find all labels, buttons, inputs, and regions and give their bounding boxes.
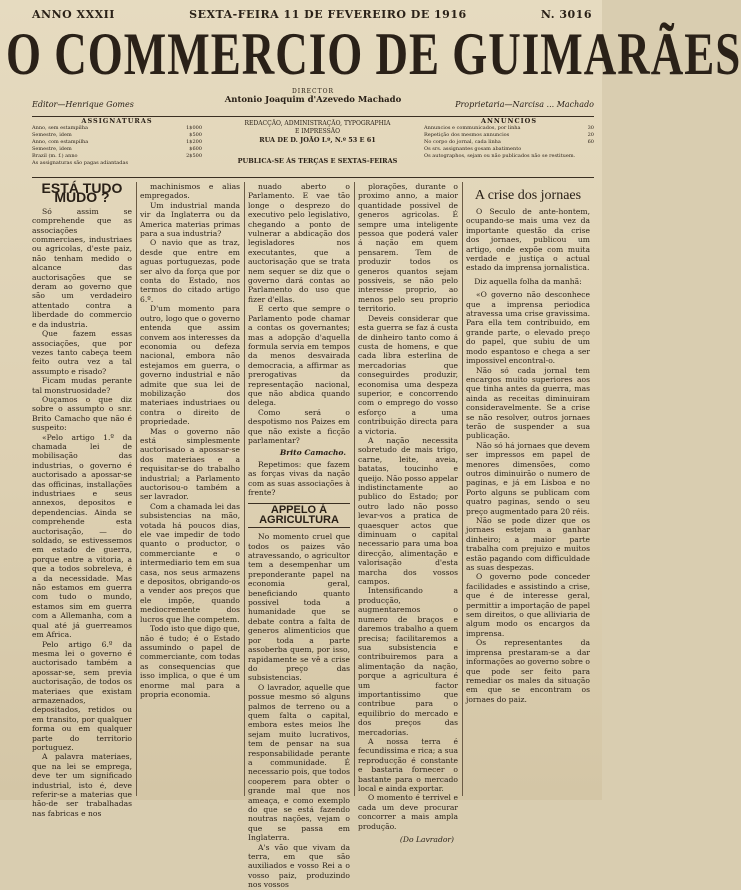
subscription-row: Anno, com estampilha 1$200 [32, 139, 202, 145]
paragraph: Que fazem essas associações, que por vezes tanto cabeça teem feito outra vez a tal assumpto e risado? [32, 329, 132, 376]
paragraph: Repetimos: que fazem as forças vivas da nação com as suas associações à frente? [248, 459, 350, 497]
director-label: DIRECTOR [291, 88, 335, 95]
paragraph: Só assim se comprehende que as associações commerciaes, industriaes ou agricolas, d'este paiz, não tenham medido o alcance das auctorisações que se deram ao governo que são um verdadeiro attentado contra a liberdade do commercio e da industria. [32, 206, 132, 329]
paragraph: Diz aquella folha da manhã: [474, 276, 582, 286]
issue-number: N. 3016 [540, 8, 592, 21]
paragraph: Não só cada jornal tem encargos muito superiores aos que tinha antes da guerra, mas ainda as receitas diminuiram consideravelmente. Se a crise se não resolver, outros jornaes terão de suspender a sua publicação. [466, 365, 590, 441]
ads-box [424, 118, 594, 160]
paragraph: Mas o governo não está simplesmente auctorisado a apossar-se dos materiaes e a requisitar-se do trabalho industrial; a Parlamento auctorisou-o também a ser lavrador. [140, 426, 240, 502]
article-heading: APPELO Á AGRICULTURA [248, 503, 350, 528]
paragraph: A's vão que vivam da terra, em que são auxiliados e vosso Rei a o vosso paiz, produzindo nos vossos [248, 842, 350, 890]
info-rule [32, 177, 594, 178]
director-name: Antonio Joaquim d'Azevedo Machado [224, 95, 402, 105]
ad-row: Annuncios e communicados, por linha 30 [424, 125, 594, 131]
ads-heading: ANNUNCIOS [480, 117, 538, 125]
paragraph: Não se pode dizer que os jornaes estejam a ganhar dinheiro; a maior parte trabalha com prejuizo e muitos estão pagando com difficuldade as suas despezas. [466, 516, 590, 573]
year-label: ANNO XXXII [32, 8, 115, 21]
column-divider [244, 182, 245, 796]
paragraph: O Seculo de ante-hontem, ocupando-se mais uma vez da importante questão da crise dos jornaes, publicou um artigo, onde expõe com muita verdade e justiça o actual estado da imprensa jornalistica. [466, 207, 590, 273]
paragraph: O lavrador, aquelle que possue mesmo só alguns palmos de terreno ou a quem falta o capital, embora estes meios lhe sejam muito lucrativos, tem de pensar na sua responsabilidade perante a communidade. É necessario pois, que todos cooperem para obter o grande mal que nos ameaça, e como exemplo do que se está fazendo noutras nações, vejam o que se passa em Inglaterra. [248, 682, 350, 843]
paragraph: nuado aberto o Parlamento. E vae tão longe o desprezo do executivo pelo legislativo, chegando a ponto de vulnerar a abdicação dos legisladores nos executantes, que a auctorisação que se trata nem sequer se diz que o governo dará contas ao Parlamento do uso que fizer d'ellas. [248, 182, 350, 304]
paragraph: Todo isto que digo que, não é tudo; é o Estado assumindo o papel de commerciante, com todas as consequencias que isso implica, o que é um enorme mal para a propria economia. [140, 624, 240, 699]
paragraph: O governo pode conceder facilidades e assistindo a crise, que é de interesse geral, permittir a importação de papel sem direitos, o que alliviaria de algum modo os encargos da imprensa. [466, 572, 590, 638]
editor-credit: Editor—Henrique Gomes [32, 100, 134, 109]
paragraph: Ouçamos o que diz sobre o assumpto o snr. Brito Camacho que não é suspeito: [32, 394, 132, 433]
ad-row: Os srs. assignantes gosam abatimento [424, 146, 522, 152]
paragraph: «Pelo artigo 1.º da chamada lei de mobilisação das industrias, o governo é auctorisado a apossar-se das officinas, installações industriaes e seus annexos, depositos e dependencias. Ainda se comprehende esta auctorisação, — do soldado, se estivessemos em estado de guerra, porque entre a vitoria, a que a todos sobreleva, é a da necessidade. Mas não estamos em guerra com tudo o mundo, estamos sim em guerra com a Allemanha, com a qual até já guerreamos em Africa. [32, 432, 132, 640]
paragraph: No momento cruel que todos os paizes vão atravessando, o agricultor tem a desempenhar um preponderante papel na economia geral, beneficiando quanto possivel toda a humanidade que se debate contra a falta de generos alimenticios que por toda a parte assoberba quem, por isso, rapidamente se vê a crise do preço das subsistencias. [248, 532, 350, 683]
paragraph: Não só há jornaes que devem ser impressos em papel de menores dimensões, como outros diminuirão o numero de paginas, e já em Lisboa e no Porto alguns se publicam com quatro paginas, sendo o seu preço augmentado para 20 réis. [466, 440, 590, 516]
office-line: E IMPRESSÃO [294, 128, 341, 135]
column-divider [354, 182, 355, 796]
paragraph: Pelo artigo 6.º da mesma lei o governo é auctorisado também a apossar-se, sem previa auctorisação, de todos os materiaes que existam armazenados, depositados, retidos ou em transito, por qualquer forma ou em qualquer parte do territorio portuguez. [32, 639, 132, 752]
column-left [32, 180, 132, 818]
proprietor-credit: Proprietaria—Narcisa ... Machado [455, 100, 594, 109]
column-divider [136, 182, 137, 796]
office-address: RUA DE D. JOÃO I.º, N.º 53 E 61 [259, 136, 376, 144]
subscription-row: As assignaturas são pagas adiantadas [32, 160, 129, 166]
columns-area [32, 180, 596, 890]
subscription-row: Semestre, idem $500 [32, 132, 202, 138]
paragraph: A nossa terra é fecundissima e rica; a sua reproducção é constante e bastaria fornecer o bastante para o mercado local e ainda exportar. [358, 736, 458, 793]
subscription-row: Anno, sem estampilha 1$000 [32, 125, 202, 131]
article-signature: (Do Lavrador) [399, 835, 454, 845]
article-heading: A crise dos jornaes [474, 188, 582, 203]
paragraph: A nação necessita sobretudo de mais trigo, carne, leite, aveia, batatas, toucinho e queijo. Não posso appelar indistinctamente ao publico do Estado; por outro lado não posso levar-vos a pratica de quaesquer actos que diminuam o capital necessario para uma boa direcção, alimentação e valorisação d'esta marcha dos vossos campos. [358, 435, 458, 587]
paragraph: Um industrial manda vir da Inglaterra ou da America materias primas para a sua industria? [140, 200, 240, 239]
office-line: REDACÇÃO, ADMINISTRAÇÃO, TYPOGRAPHIA [244, 120, 391, 127]
paragraph: D'um momento para outro, logo que o governo entenda que assim convem aos interesses da economia ou defeza nacional, embora não estejamos em guerra, o governo industrial e não admite que sua lei de mobilização dos materiaes industriaes ou contra o direito de propriedade. [140, 304, 240, 427]
newspaper-title: O COMMERCIO DE GUIMARÃES [6, 19, 741, 88]
publication-days: PUBLICA-SE ÁS TERÇAS E SEXTAS-FEIRAS [237, 157, 398, 165]
ad-row: Repetição dos mesmos annuncios 20 [424, 132, 594, 138]
column-right [466, 182, 590, 796]
paragraph: A palavra materiaes, que na lei se emprega, deve ter um significado industrial, isto é, deve referir-se a materias que hão-de ser trabalhadas nas fabricas e nos [32, 752, 132, 818]
subscriptions-box [32, 118, 202, 167]
subscription-row: Semestre, idem $600 [32, 146, 202, 152]
issue-date: SEXTA-FEIRA 11 DE FEVEREIRO DE 1916 [189, 8, 467, 21]
ad-row: No corpo do jornal, cada linha 60 [424, 139, 594, 145]
paragraph: O navio que as traz, desde que entre em aguas portuguezas, pode ser alvo da força que por conta do Estado, nos termos do citado artigo 6.º. [140, 238, 240, 304]
paragraph: Como será o despotismo nos Paizes em que não existe a ficção parlamentar? [248, 407, 350, 445]
column-divider [462, 182, 463, 796]
column-center-left [140, 182, 240, 796]
ads-note: Os autographos, sejam ou não publicados não se restituem. [424, 153, 576, 159]
paragraph: machinismos e alias empregados. [140, 182, 240, 201]
staff-row [32, 86, 594, 116]
subscription-row: Brazil (m. f.) anno 2$500 [32, 153, 202, 159]
paragraph: Com a chamada lei das subsistencias na mão, votada há poucos dias, ele vae impedir de todo quanto o productor, o commerciante e o intermediario tem em sua casa, nos seus armazens e depositos, obrigando-os a vender aos preços que ele impõe, quando mediocremente dos lucros que lhe competem. [140, 501, 240, 624]
paragraph: Deveis considerar que esta guerra se faz á custa de dinheiro tanto como á custa de homens, e que cada libra esterlina de mercadorias que conseguirdes produzir, economisa uma despeza superior, e concorrendo com o emprego do vosso esforço a uma contribuição directa para a victoria. [358, 313, 458, 436]
paragraph: Intensificando a producção, augmentaremos o numero de braços e daremos trabalho a quem precisa; facilitaremos a sua subsistencia e contribuiremos para a alimentação da nação, porque a agricultura é um factor importantissimo que contribue para o equilibrio do mercado e dos preços das mercadorias. [358, 586, 458, 737]
paragraph: Ficam mudas perante tal monstruosidade? [32, 376, 132, 395]
paragraph: Os representantes da imprensa prestaram-se a dar informações ao governo sobre o que pode ser feito para remediar os males da situação em que se encontram os jornaes do paiz. [466, 638, 590, 704]
info-block [32, 118, 594, 176]
paragraph: O momento é terrivel e cada um deve procurar concorrer a mais ampla produção. [358, 793, 458, 831]
paragraph: plorações, durante o proximo anno, a maior quantidade possivel de generos agricolas. É sempre uma inteligente pessoa que poderá valer á nação em quem pensarem. Tem de produzir todos os generos quantos sejam possiveis, se não pelo interesse proprio, ao menos pelo seu proprio territorio. [358, 182, 458, 314]
office-box [210, 120, 425, 144]
article-signature: Brito Camacho. [279, 448, 346, 458]
paragraph: «O governo não desconhece que a imprensa periodica atravessa uma crise gravissima. Para ella tem contribuido, em grande parte, o elevado preço do papel, que subiu de um modo espantoso e chega a ser impossivel encontral-o. [466, 290, 590, 366]
column-center [248, 182, 350, 890]
column-center-right [358, 182, 458, 845]
paragraph: E certo que sempre o Parlamento pode chamar a contas os governantes; mas a adopção d'aquella formula servia em tempos da menos desvairada democracia, a affirmar as prerogativas da representação nacional, que não abdica quando delega. [248, 304, 350, 408]
article-heading: ESTÁ TUDO MUDO ? [41, 180, 123, 206]
subscriptions-heading: ASSIGNATURAS [81, 117, 153, 125]
